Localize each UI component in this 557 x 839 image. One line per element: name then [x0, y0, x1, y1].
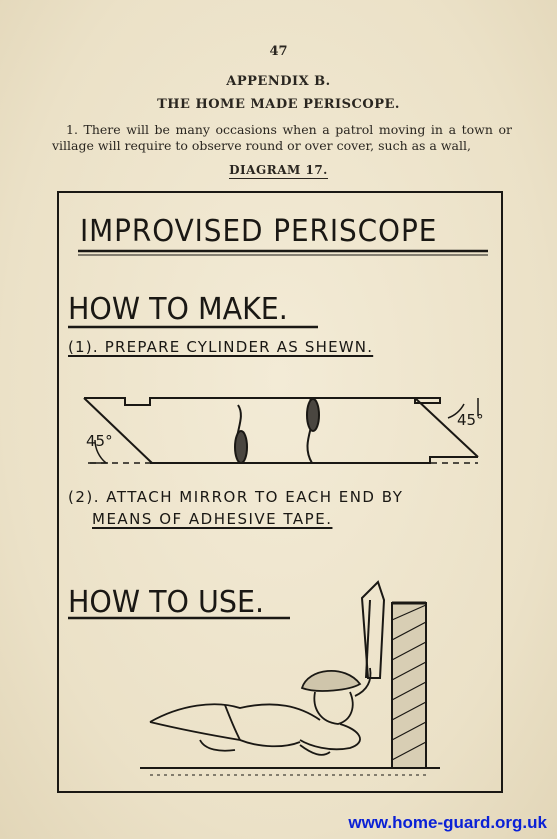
website-link[interactable]: www.home-guard.org.uk — [348, 813, 547, 832]
step-2-line-2: MEANS OF ADHESIVE TAPE. — [92, 510, 333, 528]
page-number: 47 — [269, 44, 288, 59]
step-2-line-1: (2). ATTACH MIRROR TO EACH END BY — [68, 488, 404, 506]
step-1-text: (1). PREPARE CYLINDER AS SHEWN. — [68, 338, 374, 356]
angle-right-label: 45° — [457, 411, 484, 429]
appendix-heading: APPENDIX B. — [226, 74, 331, 89]
cylinder-diagram — [84, 398, 478, 463]
wall-drawing — [392, 603, 426, 768]
step-2-text — [68, 486, 403, 530]
diagram-label-text: DIAGRAM 17. — [229, 163, 328, 177]
diagram-title: IMPROVISED PERISCOPE — [80, 214, 438, 249]
intro-paragraph: 1. There will be many occasions when a patrol moving in a town or village will require to observe round or over cover, such as a wall, — [52, 122, 512, 153]
soldier-drawing — [150, 668, 370, 755]
angle-left-label: 45° — [86, 432, 113, 450]
section-title: THE HOME MADE PERISCOPE. — [157, 97, 400, 112]
periscope-drawing — [362, 582, 384, 678]
how-to-make-heading: HOW TO MAKE. — [68, 292, 288, 327]
how-to-use-heading: HOW TO USE. — [68, 585, 265, 620]
